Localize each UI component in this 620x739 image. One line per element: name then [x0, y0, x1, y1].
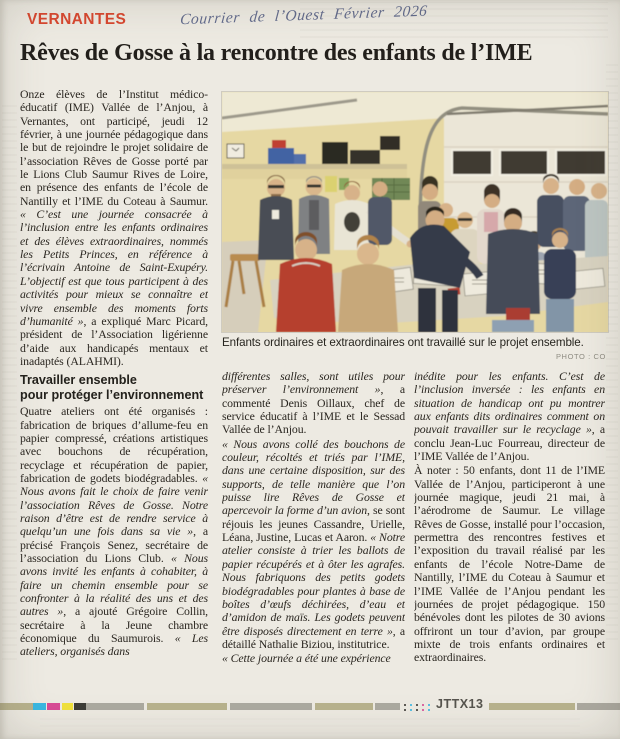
article-paragraph: À noter : 50 enfants, dont 11 de l’IME Vallée de l’Anjou, participeront à une journée magique, jeudi 21 mai, à l’aérodrome de Saumur. Le village Rêves de Gosse, installé pour l’occasion, permettra des rencontres festives et l’exposition du travail réalisé par les enfants de l’école Notre-Dame de Nantilly, l’IME du Coteau à Saumur et l’IME Vallée de l’Anjou pendant les journées de projet pédagogique. 150 bénévoles dont les pilotes de 30 avions offriront un tour d’avion, par groupe mixte de trois enfants ordinaires et extraordinaires.: [414, 463, 605, 665]
section-subhead: Travailler ensemble pour protéger l’environnement: [20, 373, 204, 402]
article-headline: Rêves de Gosse à la rencontre des enfants de l’IME: [20, 40, 533, 66]
article-column-2: [222, 370, 405, 700]
handwritten-annotation: Courrier de l’Ouest Février 2026: [179, 2, 429, 29]
article-paragraph: Onze élèves de l’Institut médico-éducatif (IME) Vallée de l’Anjou, à Vernantes, ont participé, jeudi 12 février, à une journée pédagogique dans le but de rejoindre le projet solidaire de l’association Rêves de Gosse porté par le Lions Club Saumur Rives de Loire, en présence des enfants de l’école de Nantilly et l’IME du Coteau à Saumur. « C’est une journée consacrée à l’inclusion entre les enfants ordinaires et des élèves extraordinaires, nommés les Petits Princes, en référence à l’écrivain Antoine de Saint-Exupéry. L’objectif est que tous participent à des activités pour mieux se connaître et vivre ensemble des moments forts d’humanité », a expliqué Marc Picard, président de l’Association ligérienne d’aide aux handicapés mentaux et inadaptés (ALAHMI).: [20, 88, 208, 368]
photo-caption: Enfants ordinaires et extraordinaires ont travaillé sur le projet ensemble.: [222, 336, 584, 349]
section-kicker: VERNANTES: [27, 11, 127, 28]
registration-bar: [0, 703, 620, 710]
article-paragraph: différentes salles, sont utiles pour préserver l’environnement », a commenté Denis Oillaux, chef de service éducatif à l’IME et le Sessad Vallée de l’Anjou.: [222, 370, 405, 437]
photo-credit: PHOTO : CO: [555, 352, 606, 361]
article-photo: [222, 92, 608, 332]
article-paragraph: Quatre ateliers ont été organisés : fabrication de briques d’allume-feu en papier compressé, créations artistiques avec bouchons de récupération, recyclage et récupération de papier, fabrication de godets biodégradables. « Nous avons fait le choix de faire venir l’association Rêves de Gosse. Notre raison d’être est de rendre service à quelqu’un une fois dans sa vie », a précisé François Senez, secrétaire de l’association du Lions Club. « Nous avons invité les enfants à cohabiter, à faire un chemin ensemble pour se confronter à la réalité des uns et des autres », a ajouté Grégoire Collin, secrétaire à la Jeune chambre économique du Saumurois. « Les ateliers, organisés dans: [20, 404, 208, 659]
article-column-3: [414, 370, 605, 700]
article-paragraph: « Nous avons collé des bouchons de couleur, récoltés et triés par l’IME, dans une certaine disposition, sur des supports, de telle manière que l’on puisse lire Rêves de Gosse et apercevoir la forme d’un avion, se sont réjouis les jeunes Cassandre, Urielle, Léana, Justine, Lucas et Aaron. « Notre atelier consiste à trier les ballots de papier récupérés et à ôter les agrafes. Nous fabriquons des petits godets biodégradables pour plantes à base de boîtes d’œufs déchirées, d’eau et d’amidon de maïs. Les godets peuvent être disposés directement en terre », a détaillé Nathalie Biziou, institutrice.: [222, 436, 405, 651]
press-mark: JTTX13: [436, 697, 484, 711]
bleed-through-texture: [40, 718, 580, 734]
article-column-1: [20, 88, 208, 706]
article-paragraph: inédite pour les enfants. C’est de l’inclusion inversée : les enfants en situation de handicap ont pu montrer aux enfants dits ordinaires comment on pouvait travailler sur le recyclage », a conclu Jean-Luc Fourreau, directeur de l’IME Vallée de l’Anjou.: [414, 370, 605, 464]
bleed-through-texture: [2, 100, 17, 660]
registration-dots: [404, 704, 434, 712]
article-paragraph: « Cette journée a été une expérience: [222, 651, 391, 666]
photo-illustration: [222, 92, 608, 332]
